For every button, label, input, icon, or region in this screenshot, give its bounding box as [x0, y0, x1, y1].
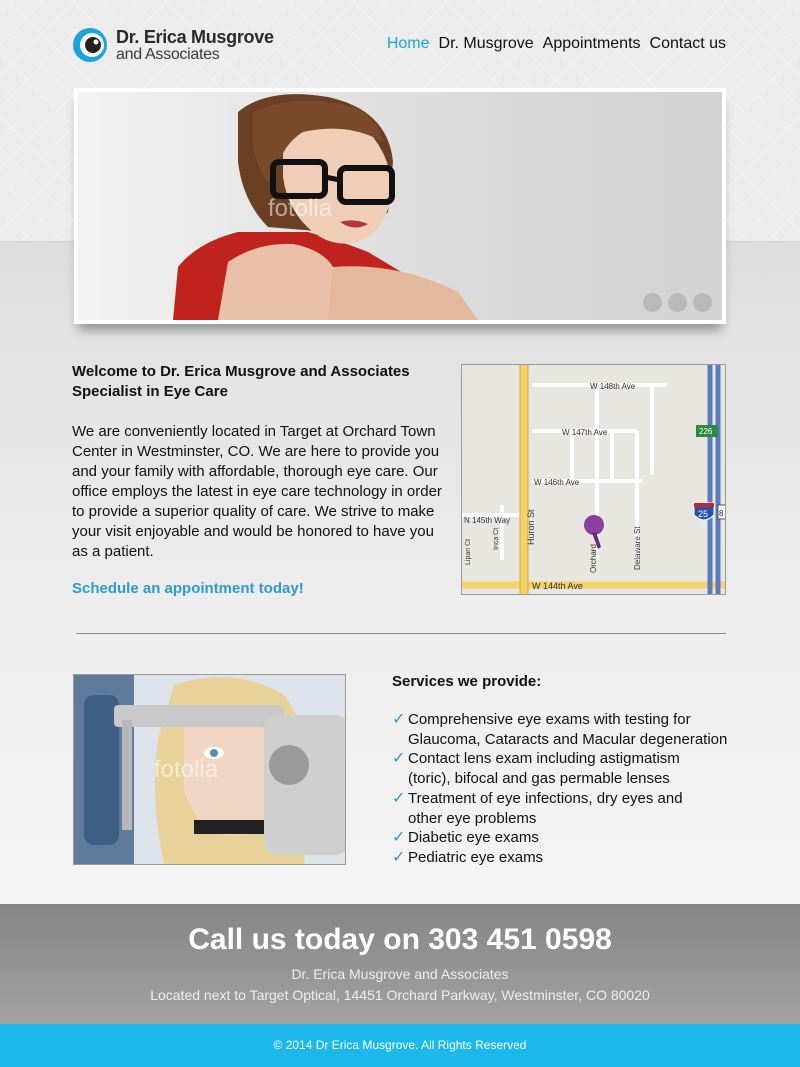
- map-label-w148: W 148th Ave: [590, 382, 636, 391]
- map-label-huron: Huron St: [526, 509, 536, 545]
- services-section: [392, 672, 752, 868]
- map-label-w145: N 145th Way: [464, 516, 510, 525]
- slider-dot-2[interactable]: [668, 293, 687, 312]
- eye-exam-photo: [73, 674, 346, 865]
- call-to-action-bar: [0, 904, 800, 1024]
- list-item: [392, 848, 752, 868]
- checkmark-icon: ✓: [392, 789, 406, 807]
- interstate-25-shield: [694, 503, 714, 520]
- welcome-body: We are conveniently located in Target at Orchard Town Center in Westminster, CO. We are here to provide you and your family with affordable, thorough eye care. Our office employs the latest in eye care technology in order to provide a superior quality of care. We strive to make your visit enjoyable and would be honored to have you as a patient.: [72, 423, 442, 560]
- service-line: Glaucoma, Cataracts and Macular degeneration: [408, 730, 728, 748]
- map-label-lipan: Lipan Ct: [465, 538, 472, 565]
- map-label-w146: W 146th Ave: [534, 478, 580, 487]
- list-item: [392, 749, 752, 788]
- side-road-shield: [718, 505, 725, 519]
- section-divider: [76, 633, 726, 634]
- slider-dots: [643, 293, 712, 312]
- services-heading: Services we provide:: [392, 673, 542, 690]
- slider-dot-1[interactable]: [643, 293, 662, 312]
- eye-logo-icon: [72, 27, 108, 63]
- service-line: Treatment of eye infections, dry eyes and: [408, 789, 683, 807]
- list-item: [392, 828, 752, 848]
- checkmark-icon: ✓: [392, 711, 406, 728]
- welcome-heading-line1: Welcome to Dr. Erica Musgrove and Associates: [72, 363, 410, 380]
- main-nav: [387, 35, 726, 53]
- svg-text:226: 226: [699, 427, 713, 436]
- list-item: [392, 710, 752, 749]
- map-label-w144: W 144th Ave: [532, 581, 583, 591]
- nav-contact-us[interactable]: Contact us: [649, 35, 726, 52]
- service-line: Diabetic eye exams: [408, 829, 539, 847]
- highway-226-shield: [696, 425, 718, 437]
- watermark-text: fotolia: [268, 195, 333, 222]
- welcome-section: [72, 362, 442, 597]
- service-line: Comprehensive eye exams with testing for: [408, 711, 691, 728]
- logo-title: Dr. Erica Musgrove: [116, 26, 274, 47]
- site-logo[interactable]: [72, 27, 274, 63]
- exam-watermark: fotolia: [154, 756, 219, 783]
- svg-text:8: 8: [719, 509, 724, 518]
- nav-dr-musgrove[interactable]: Dr. Musgrove: [438, 35, 534, 52]
- svg-text:25: 25: [698, 509, 709, 519]
- checkmark-icon: ✓: [392, 750, 406, 768]
- phone-callout[interactable]: Call us today on 303 451 0598: [188, 923, 612, 956]
- copyright-footer: © 2014 Dr Erica Musgrove. All Rights Reserved: [0, 1024, 800, 1067]
- list-item: [392, 789, 752, 828]
- nav-appointments[interactable]: Appointments: [542, 35, 641, 52]
- woman-with-glasses-photo: [78, 92, 722, 320]
- welcome-heading: [72, 362, 442, 402]
- service-line: (toric), bifocal and gas permable lenses: [408, 770, 670, 788]
- schedule-appointment-link[interactable]: Schedule an appointment today!: [72, 580, 304, 597]
- map-label-inca: Inca Ct: [493, 527, 500, 550]
- map-label-orchard: Orchard: [589, 544, 598, 573]
- checkmark-icon: ✓: [392, 848, 406, 866]
- slider-dot-3[interactable]: [693, 293, 712, 312]
- service-line: Pediatric eye exams: [408, 848, 544, 866]
- hero-image: [78, 92, 722, 320]
- hero-slider: [74, 88, 726, 324]
- service-line: other eye problems: [408, 809, 537, 827]
- map-label-delaware: Delaware St: [633, 526, 642, 570]
- nav-home[interactable]: Home: [386, 35, 430, 52]
- location-map[interactable]: [461, 364, 726, 595]
- practice-name: Dr. Erica Musgrove and Associates: [291, 966, 509, 982]
- practice-address: Located next to Target Optical, 14451 Orchard Parkway, Westminster, CO 80020: [150, 987, 650, 1003]
- map-label-w147: W 147th Ave: [562, 428, 608, 437]
- logo-subtitle: and Associates: [116, 45, 220, 63]
- checkmark-icon: ✓: [392, 829, 406, 847]
- services-list: [392, 710, 752, 868]
- service-line: Contact lens exam including astigmatism: [408, 750, 680, 768]
- welcome-heading-line2: Specialist in Eye Care: [72, 383, 228, 400]
